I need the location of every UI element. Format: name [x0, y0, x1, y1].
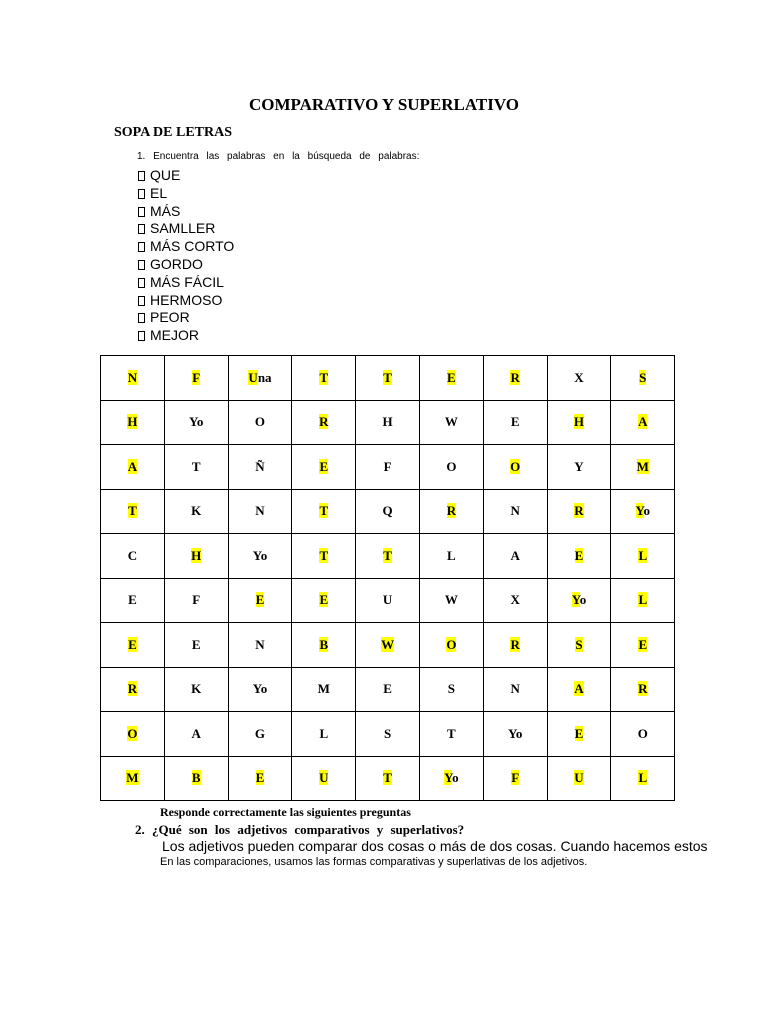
checkbox-square-icon — [138, 171, 145, 181]
grid-cell — [292, 578, 356, 623]
grid-letter-highlighted: T — [128, 503, 137, 519]
word-list-item — [138, 238, 234, 256]
grid-letter: L — [447, 547, 456, 563]
grid-letter: S — [447, 681, 455, 697]
grid-cell — [292, 489, 356, 534]
grid-letter: O — [254, 414, 266, 430]
grid-letter-highlighted: R — [127, 681, 138, 697]
grid-letter-highlighted: F — [192, 369, 201, 385]
grid-letter: L — [319, 725, 329, 741]
grid-cell — [611, 578, 675, 623]
grid-cell — [228, 534, 292, 579]
word-list-item — [138, 220, 234, 238]
grid-letter: Ñ — [255, 458, 265, 474]
grid-letter-highlighted: E — [574, 725, 584, 741]
grid-letter-highlighted: M — [636, 458, 649, 474]
grid-cell — [164, 534, 228, 579]
grid-letter: N — [510, 503, 520, 519]
grid-letter-highlighted: H — [127, 414, 138, 430]
grid-cell — [419, 623, 483, 668]
grid-row — [101, 667, 675, 712]
grid-letter: E — [191, 636, 201, 652]
grid-cell — [611, 400, 675, 445]
grid-cell — [228, 578, 292, 623]
grid-letter-highlighted: R — [446, 503, 457, 519]
grid-cell — [356, 578, 420, 623]
grid-cell — [164, 667, 228, 712]
grid-cell — [611, 667, 675, 712]
grid-letter-highlighted: E — [128, 636, 137, 652]
grid-letter-highlighted: R — [510, 369, 520, 385]
grid-cell — [356, 400, 420, 445]
word-list-item — [138, 167, 234, 185]
grid-row — [101, 534, 675, 579]
grid-letter: H — [382, 414, 393, 430]
grid-cell — [611, 489, 675, 534]
grid-cell — [547, 356, 611, 401]
grid-cell — [292, 712, 356, 757]
grid-row — [101, 445, 675, 490]
grid-cell — [292, 534, 356, 579]
grid-cell — [164, 489, 228, 534]
page-title: COMPARATIVO Y SUPERLATIVO — [248, 95, 520, 114]
grid-cell — [101, 400, 165, 445]
grid-cell — [483, 356, 547, 401]
grid-cell — [228, 756, 292, 801]
grid-letter-highlighted: Y — [444, 770, 453, 786]
word-text: QUE — [150, 167, 181, 183]
checkbox-square-icon — [138, 189, 145, 199]
grid-cell — [356, 534, 420, 579]
grid-letter-highlighted: S — [575, 636, 583, 652]
grid-letter: T — [191, 458, 201, 474]
checkbox-square-icon — [138, 313, 145, 323]
grid-cell — [356, 489, 420, 534]
grid-cell — [547, 623, 611, 668]
grid-letter: Y — [574, 458, 584, 474]
question-2: 2. ¿Qué son los adjetivos comparativos y superlativos? — [135, 822, 465, 837]
grid-cell — [611, 712, 675, 757]
grid-cell — [164, 400, 228, 445]
grid-cell — [292, 756, 356, 801]
grid-cell — [356, 623, 420, 668]
grid-cell — [164, 445, 228, 490]
grid-letter-highlighted: E — [319, 458, 329, 474]
grid-letter: M — [317, 681, 330, 697]
grid-letter-highlighted: S — [639, 369, 647, 385]
grid-letter-rest: na — [257, 369, 272, 385]
grid-letter-highlighted: B — [319, 636, 329, 652]
grid-letter-highlighted: E — [574, 547, 584, 563]
grid-cell — [101, 623, 165, 668]
grid-letter-highlighted: A — [574, 681, 584, 697]
grid-cell — [101, 578, 165, 623]
grid-letter-highlighted: O — [127, 725, 138, 741]
grid-letter-highlighted: Y — [571, 592, 580, 608]
grid-cell — [164, 623, 228, 668]
checkbox-square-icon — [138, 296, 145, 306]
grid-cell — [419, 489, 483, 534]
grid-letter: Yo — [252, 547, 268, 563]
grid-cell — [292, 356, 356, 401]
checkbox-square-icon — [138, 260, 145, 270]
grid-cell — [228, 356, 292, 401]
grid-letter-highlighted: E — [447, 369, 456, 385]
grid-cell — [101, 712, 165, 757]
grid-cell — [547, 756, 611, 801]
grid-cell — [547, 489, 611, 534]
grid-row — [101, 489, 675, 534]
grid-cell — [101, 756, 165, 801]
word-list-item — [138, 274, 234, 292]
grid-cell — [356, 756, 420, 801]
grid-row — [101, 756, 675, 801]
grid-cell — [483, 712, 547, 757]
word-text: MÁS CORTO — [150, 238, 235, 255]
grid-letter-highlighted: E — [319, 592, 329, 608]
grid-cell — [101, 667, 165, 712]
grid-cell — [419, 667, 483, 712]
word-text: SAMLLER — [150, 220, 216, 237]
grid-letter-highlighted: T — [319, 369, 329, 385]
grid-letter-highlighted: R — [319, 414, 329, 430]
grid-letter-highlighted: H — [573, 414, 585, 430]
grid-letter: O — [637, 725, 648, 741]
grid-cell — [228, 623, 292, 668]
grid-letter-highlighted: A — [638, 414, 648, 430]
grid-letter: O — [446, 458, 457, 474]
section-subtitle: SOPA DE LETRAS — [114, 125, 232, 140]
grid-cell — [611, 534, 675, 579]
word-list-item — [138, 256, 234, 274]
grid-letter-highlighted: U — [248, 369, 258, 385]
grid-letter: Yo — [507, 725, 523, 741]
grid-cell — [611, 623, 675, 668]
grid-letter-highlighted: T — [319, 547, 329, 563]
grid-cell — [483, 445, 547, 490]
grid-letter-highlighted: F — [511, 770, 520, 786]
grid-cell — [164, 712, 228, 757]
grid-cell — [356, 712, 420, 757]
grid-row — [101, 578, 675, 623]
answer-line-2: En las comparaciones, usamos las formas comparativas y superlativas de los adjetivos. — [160, 856, 588, 868]
grid-letter-highlighted: T — [383, 770, 392, 786]
grid-cell — [419, 400, 483, 445]
grid-letter-highlighted: R — [638, 681, 648, 697]
grid-letter-highlighted: M — [126, 770, 139, 786]
grid-cell — [483, 756, 547, 801]
grid-cell — [483, 578, 547, 623]
word-list — [138, 167, 234, 345]
grid-cell — [483, 667, 547, 712]
grid-cell — [292, 623, 356, 668]
grid-cell — [356, 667, 420, 712]
grid-letter: E — [510, 414, 520, 430]
grid-cell — [101, 445, 165, 490]
grid-letter-highlighted: E — [638, 636, 648, 652]
grid-cell — [164, 756, 228, 801]
grid-cell — [228, 445, 292, 490]
grid-cell — [356, 445, 420, 490]
grid-cell — [228, 489, 292, 534]
grid-cell — [419, 356, 483, 401]
grid-cell — [228, 667, 292, 712]
grid-cell — [483, 489, 547, 534]
grid-cell — [419, 445, 483, 490]
word-text: MÁS FÁCIL — [150, 273, 224, 290]
grid-letter-rest: o — [579, 592, 587, 608]
grid-letter: N — [255, 636, 265, 652]
grid-cell — [292, 667, 356, 712]
grid-cell — [547, 534, 611, 579]
grid-letter: W — [444, 592, 458, 608]
grid-letter-highlighted: Y — [635, 503, 644, 519]
grid-letter: W — [444, 414, 458, 430]
grid-letter-rest: o — [643, 503, 650, 519]
grid-cell — [228, 400, 292, 445]
grid-letter-highlighted: T — [383, 547, 392, 563]
word-text: GORDO — [150, 255, 203, 272]
grid-letter-highlighted: N — [127, 369, 138, 385]
grid-letter-highlighted: W — [381, 636, 395, 652]
word-text: PEOR — [150, 309, 190, 326]
grid-cell — [483, 400, 547, 445]
word-text: HERMOSO — [150, 291, 223, 308]
grid-cell — [101, 489, 165, 534]
grid-letter: S — [383, 725, 392, 741]
grid-letter: F — [383, 458, 392, 474]
grid-letter: G — [254, 725, 266, 741]
grid-letter: Yo — [188, 414, 204, 430]
grid-cell — [101, 356, 165, 401]
word-list-item — [138, 203, 234, 221]
grid-letter: C — [127, 547, 138, 563]
grid-cell — [356, 356, 420, 401]
grid-letter: A — [510, 547, 520, 563]
grid-cell — [547, 667, 611, 712]
grid-letter-highlighted: R — [574, 503, 584, 519]
checkbox-square-icon — [138, 278, 145, 288]
grid-letter-highlighted: L — [638, 592, 648, 608]
grid-letter-highlighted: A — [127, 458, 138, 474]
grid-letter: U — [382, 592, 393, 608]
grid-letter: F — [192, 592, 201, 608]
grid-letter-highlighted: H — [191, 547, 202, 563]
grid-letter: X — [574, 369, 584, 385]
checkbox-square-icon — [138, 207, 145, 217]
checkbox-square-icon — [138, 224, 145, 234]
grid-letter-highlighted: O — [446, 636, 457, 652]
grid-letter: Yo — [252, 681, 268, 697]
grid-letter-highlighted: E — [255, 770, 265, 786]
grid-cell — [228, 712, 292, 757]
grid-cell — [419, 712, 483, 757]
grid-letter: X — [510, 592, 520, 608]
grid-row — [101, 712, 675, 757]
grid-letter-highlighted: L — [638, 770, 648, 786]
grid-letter-highlighted: R — [510, 636, 520, 652]
grid-cell — [419, 578, 483, 623]
grid-row — [101, 623, 675, 668]
grid-row — [101, 400, 675, 445]
grid-letter: K — [191, 503, 202, 519]
grid-cell — [101, 534, 165, 579]
grid-letter: N — [510, 681, 520, 697]
grid-letter-highlighted: O — [510, 458, 521, 474]
questions-prompt: Responde correctamente las siguientes preguntas — [160, 805, 411, 819]
word-list-item — [138, 327, 234, 345]
grid-cell — [419, 534, 483, 579]
grid-letter-highlighted: L — [638, 547, 648, 563]
grid-row — [101, 356, 675, 401]
grid-letter-highlighted: B — [191, 770, 201, 786]
grid-letter-rest: o — [452, 770, 459, 786]
grid-cell — [547, 712, 611, 757]
grid-letter: T — [447, 725, 456, 741]
instruction-text: 1. Encuentra las palabras en la búsqueda de palabras: — [137, 151, 420, 162]
grid-letter-highlighted: T — [383, 369, 392, 385]
grid-cell — [547, 578, 611, 623]
word-text: EL — [150, 184, 168, 201]
grid-letter: A — [191, 725, 201, 741]
grid-cell — [611, 756, 675, 801]
grid-letter: Q — [382, 503, 393, 519]
word-list-item — [138, 309, 234, 327]
grid-letter-highlighted: U — [574, 770, 584, 786]
checkbox-square-icon — [138, 331, 145, 341]
grid-cell — [419, 756, 483, 801]
grid-letter-highlighted: E — [255, 592, 265, 608]
grid-cell — [611, 356, 675, 401]
grid-cell — [292, 445, 356, 490]
checkbox-square-icon — [138, 242, 145, 252]
answer-line-1: Los adjetivos pueden comparar dos cosas o más de dos cosas. Cuando hacemos estos — [162, 838, 708, 854]
grid-letter: E — [128, 592, 137, 608]
word-list-item — [138, 185, 234, 203]
grid-cell — [164, 578, 228, 623]
grid-cell — [547, 400, 611, 445]
grid-cell — [164, 356, 228, 401]
grid-letter-highlighted: U — [319, 770, 329, 786]
grid-cell — [292, 400, 356, 445]
word-list-item — [138, 292, 234, 310]
word-search-grid — [100, 355, 675, 801]
grid-letter-highlighted: T — [319, 503, 329, 519]
grid-cell — [547, 445, 611, 490]
grid-letter: N — [255, 503, 265, 519]
grid-cell — [611, 445, 675, 490]
grid-cell — [483, 534, 547, 579]
word-text: MEJOR — [150, 327, 199, 344]
grid-letter: E — [383, 681, 392, 697]
grid-cell — [483, 623, 547, 668]
grid-letter: K — [191, 681, 202, 697]
word-text: MÁS — [150, 202, 181, 219]
